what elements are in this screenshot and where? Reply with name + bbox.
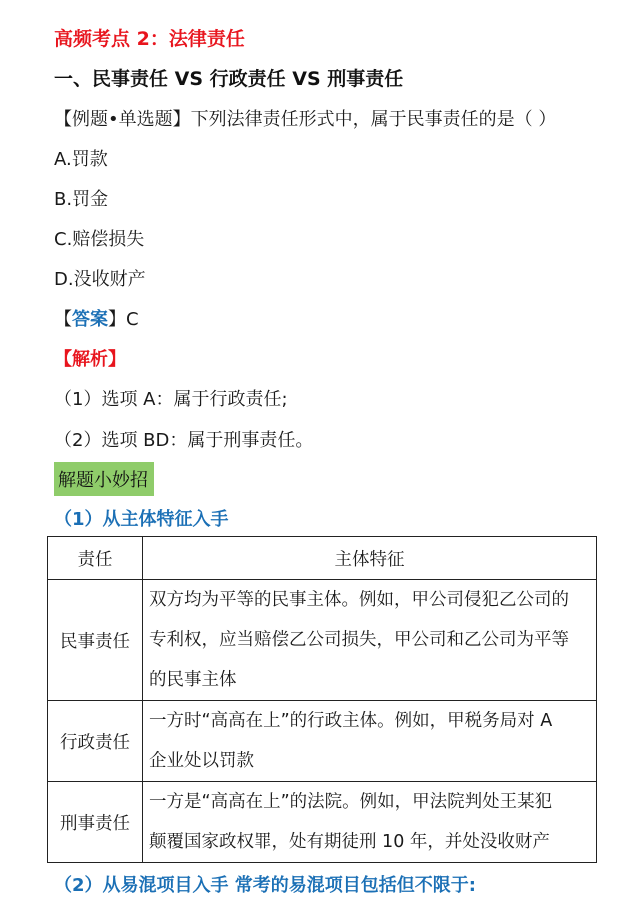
table-cell-line: 一方是“高高在上”的法院。例如，甲法院判处王某犯 bbox=[149, 792, 553, 812]
table-cell-line: 的民事主体 bbox=[149, 670, 237, 690]
table-cell-line: 双方均为平等的民事主体。例如，甲公司侵犯乙公司的 bbox=[149, 590, 569, 610]
table-cell-line: 颠覆国家政权罪，处有期徒刑 10 年，并处没收财产 bbox=[149, 832, 550, 852]
analysis-line-2: （2）选项 BD：属于刑事责任。 bbox=[54, 430, 314, 451]
option-d: D.没收财产 bbox=[54, 269, 146, 290]
subheading-1: （1）从主体特征入手 bbox=[54, 509, 229, 530]
table-cell-name: 行政责任 bbox=[48, 701, 143, 782]
table-header-row bbox=[48, 537, 597, 580]
answer-bracket-close: 】 bbox=[108, 309, 126, 330]
table-row bbox=[48, 701, 597, 782]
table-row bbox=[48, 782, 597, 863]
option-b: B.罚金 bbox=[54, 189, 109, 210]
analysis-heading bbox=[54, 345, 126, 371]
analysis-label: 解析 bbox=[72, 349, 108, 370]
answer-bracket-open: 【 bbox=[54, 309, 72, 330]
feature-table bbox=[47, 536, 597, 863]
analysis-bracket-open: 【 bbox=[54, 349, 72, 370]
section-heading: 一、民事责任 VS 行政责任 VS 刑事责任 bbox=[54, 68, 404, 90]
tip-label: 解题小妙招 bbox=[54, 462, 154, 496]
table-header-cell: 责任 bbox=[48, 537, 143, 580]
table-cell-desc bbox=[143, 701, 597, 782]
option-a: A.罚款 bbox=[54, 149, 108, 170]
table-cell-name: 刑事责任 bbox=[48, 782, 143, 863]
table-cell-desc bbox=[143, 580, 597, 701]
table-cell-line: 专利权，应当赔偿乙公司损失，甲公司和乙公司为平等 bbox=[149, 630, 569, 650]
table-cell-line: 企业处以罚款 bbox=[149, 751, 254, 771]
page-title: 高频考点 2：法律责任 bbox=[54, 28, 245, 50]
table-cell-line: 一方时“高高在上”的行政主体。例如，甲税务局对 A bbox=[149, 711, 553, 731]
table-cell-desc bbox=[143, 782, 597, 863]
table-row bbox=[48, 580, 597, 701]
table-cell-name: 民事责任 bbox=[48, 580, 143, 701]
question-text: 【例题•单选题】下列法律责任形式中，属于民事责任的是（ ） bbox=[54, 109, 557, 130]
analysis-bracket-close: 】 bbox=[108, 349, 126, 370]
answer-value: C bbox=[126, 309, 139, 330]
option-c: C.赔偿损失 bbox=[54, 229, 145, 250]
analysis-line-1: （1）选项 A：属于行政责任; bbox=[54, 389, 288, 410]
tip-box bbox=[54, 462, 154, 496]
answer-label: 答案 bbox=[72, 309, 108, 330]
answer-line bbox=[54, 305, 139, 331]
table-header-cell: 主体特征 bbox=[143, 537, 597, 580]
subheading-2: （2）从易混项目入手 常考的易混项目包括但不限于: bbox=[54, 875, 476, 896]
